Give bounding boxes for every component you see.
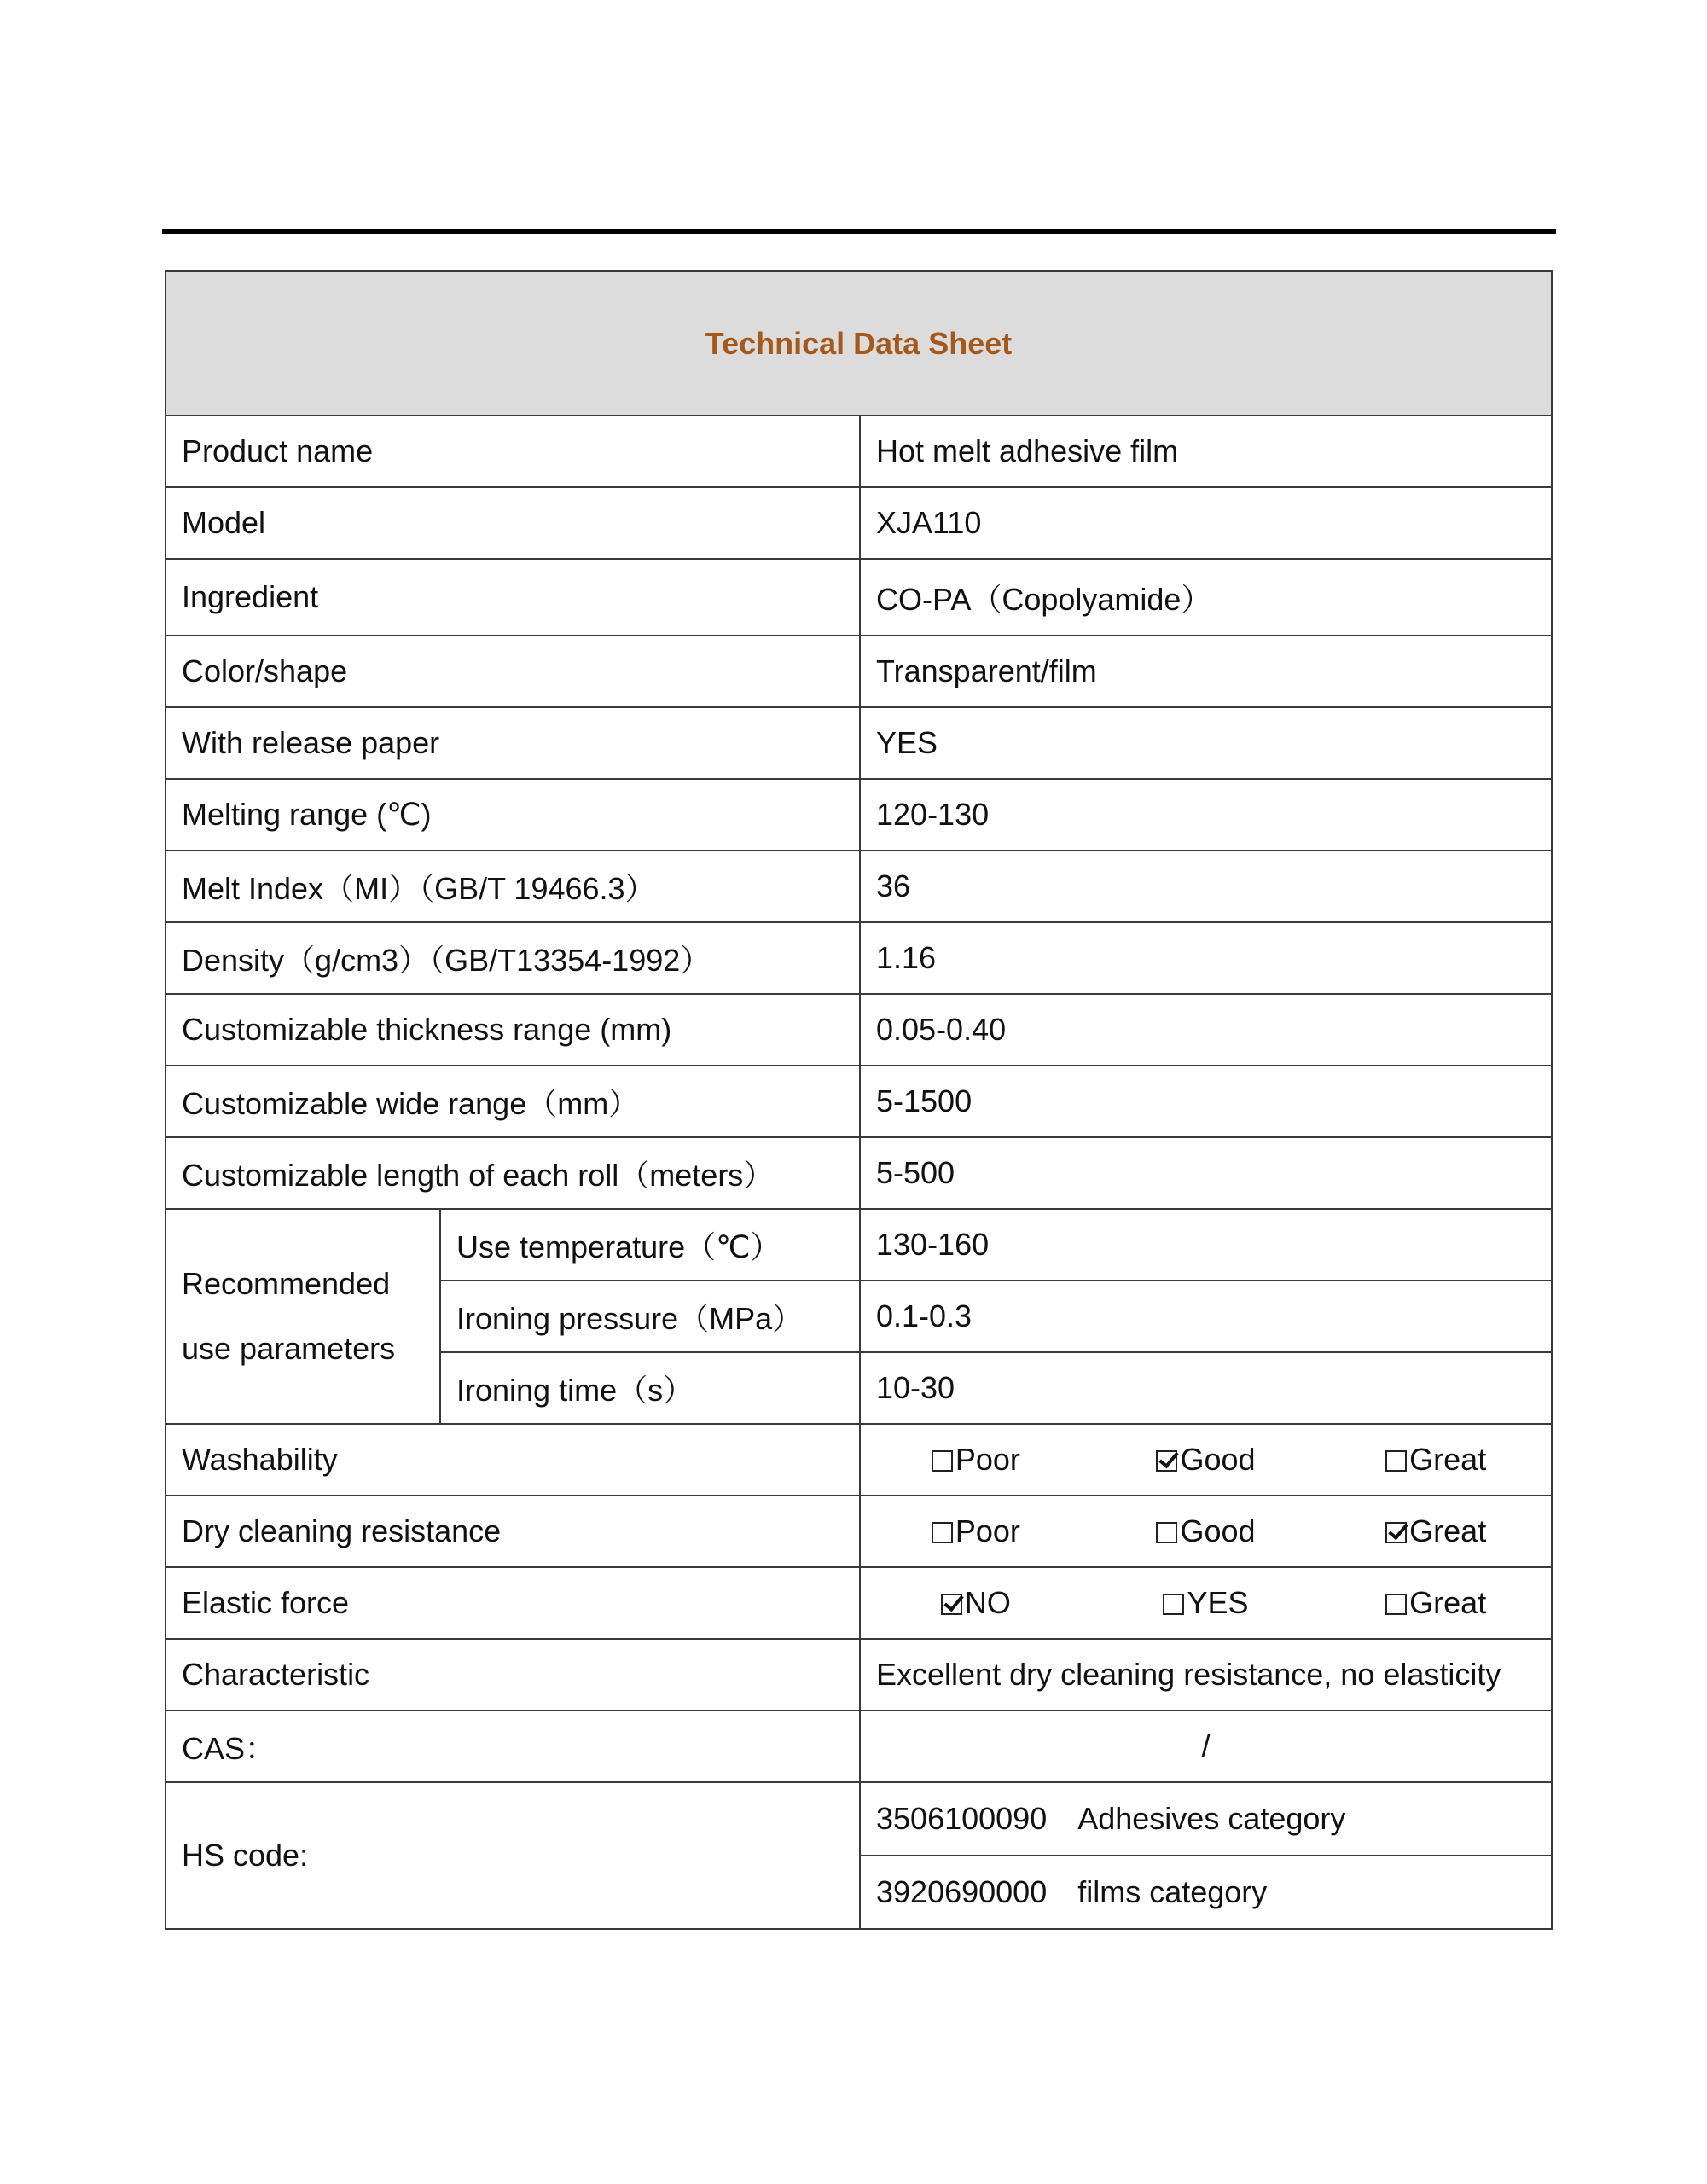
table-row — [165, 1711, 1552, 1782]
row-value-length: 5-500 — [860, 1137, 1552, 1209]
table-row — [165, 1496, 1552, 1567]
table-row — [165, 851, 1552, 922]
table-row — [165, 1639, 1552, 1711]
table-row — [165, 707, 1552, 779]
washability-option-great: Great — [1321, 1442, 1551, 1478]
row-value-product-name: Hot melt adhesive film — [860, 415, 1552, 487]
param-value-ironing-pressure: 0.1-0.3 — [860, 1281, 1552, 1352]
table-row — [165, 559, 1552, 636]
table-row — [165, 994, 1552, 1066]
row-label-width: Customizable wide range（mm） — [165, 1066, 860, 1137]
elastic-option-yes: YES — [1091, 1585, 1321, 1621]
row-label-melt-index: Melt Index（MI）（GB/T 19466.3） — [165, 851, 860, 922]
checkbox-checked — [941, 1594, 962, 1615]
row-value-melting-range: 120-130 — [860, 779, 1552, 851]
table-row — [165, 779, 1552, 851]
row-label-density: Density（g/cm3）（GB/T13354-1992） — [165, 922, 860, 994]
table-row — [165, 922, 1552, 994]
row-value-model: XJA110 — [860, 487, 1552, 559]
table-row — [165, 1209, 1552, 1281]
technical-data-table — [165, 270, 1553, 1930]
dry-cleaning-option-great: Great — [1321, 1513, 1551, 1549]
recommended-label-line1: Recommended — [182, 1266, 391, 1301]
checkbox-checked — [1385, 1522, 1407, 1543]
row-label-hs-code: HS code: — [165, 1782, 860, 1929]
checkbox — [1385, 1450, 1407, 1472]
checkbox-checked — [1156, 1450, 1177, 1472]
checkbox — [1163, 1594, 1184, 1615]
checkbox — [932, 1450, 953, 1472]
table-row — [165, 1782, 1552, 1856]
param-label-use-temperature: Use temperature（℃） — [440, 1209, 860, 1281]
row-value-density: 1.16 — [860, 922, 1552, 994]
hs-code-entry — [860, 1782, 1552, 1856]
checkbox — [1156, 1522, 1177, 1543]
row-label-elastic-force: Elastic force — [165, 1567, 860, 1639]
washability-options — [860, 1424, 1552, 1496]
hs-code-number: 3506100090 — [876, 1801, 1048, 1836]
row-label-cas: CAS： — [165, 1711, 860, 1782]
row-value-characteristic: Excellent dry cleaning resistance, no elasticity — [860, 1639, 1552, 1711]
param-value-ironing-time: 10-30 — [860, 1352, 1552, 1424]
row-label-ingredient: Ingredient — [165, 559, 860, 636]
elastic-option-no: NO — [861, 1585, 1091, 1621]
row-label-length: Customizable length of each roll（meters） — [165, 1137, 860, 1209]
row-label-dry-cleaning: Dry cleaning resistance — [165, 1496, 860, 1567]
table-row — [165, 1424, 1552, 1496]
row-value-thickness: 0.05-0.40 — [860, 994, 1552, 1066]
param-label-ironing-pressure: Ironing pressure（MPa） — [440, 1281, 860, 1352]
hs-code-entry — [860, 1856, 1552, 1929]
table-row — [165, 1137, 1552, 1209]
dry-cleaning-options — [860, 1496, 1552, 1567]
elastic-force-options — [860, 1567, 1552, 1639]
row-label-washability: Washability — [165, 1424, 860, 1496]
table-row — [165, 1567, 1552, 1639]
recommended-label-line2: use parameters — [182, 1331, 396, 1366]
elastic-option-great: Great — [1321, 1585, 1551, 1621]
hs-code-category: films category — [1077, 1874, 1268, 1909]
title-row — [165, 271, 1552, 415]
table-row — [165, 487, 1552, 559]
checkbox — [1385, 1594, 1407, 1615]
hs-code-category: Adhesives category — [1077, 1801, 1346, 1836]
washability-option-good: Good — [1091, 1442, 1321, 1478]
param-label-ironing-time: Ironing time（s） — [440, 1352, 860, 1424]
row-label-thickness: Customizable thickness range (mm) — [165, 994, 860, 1066]
row-label-color-shape: Color/shape — [165, 636, 860, 707]
dry-cleaning-option-poor: Poor — [861, 1513, 1091, 1549]
table-row — [165, 636, 1552, 707]
dry-cleaning-option-good: Good — [1091, 1513, 1321, 1549]
recommended-params-label — [165, 1209, 440, 1424]
row-value-release-paper: YES — [860, 707, 1552, 779]
table-row — [165, 415, 1552, 487]
checkbox — [932, 1522, 953, 1543]
row-label-product-name: Product name — [165, 415, 860, 487]
washability-option-poor: Poor — [861, 1442, 1091, 1478]
row-label-model: Model — [165, 487, 860, 559]
param-value-use-temperature: 130-160 — [860, 1209, 1552, 1281]
row-label-release-paper: With release paper — [165, 707, 860, 779]
row-value-cas: / — [860, 1711, 1552, 1782]
hs-code-number: 3920690000 — [876, 1874, 1048, 1909]
table-title: Technical Data Sheet — [165, 271, 1552, 415]
row-value-melt-index: 36 — [860, 851, 1552, 922]
header-rule — [162, 229, 1556, 234]
table-row — [165, 1066, 1552, 1137]
row-value-color-shape: Transparent/film — [860, 636, 1552, 707]
row-label-melting-range: Melting range (℃) — [165, 779, 860, 851]
row-label-characteristic: Characteristic — [165, 1639, 860, 1711]
row-value-ingredient: CO-PA（Copolyamide） — [860, 559, 1552, 636]
row-value-width: 5-1500 — [860, 1066, 1552, 1137]
